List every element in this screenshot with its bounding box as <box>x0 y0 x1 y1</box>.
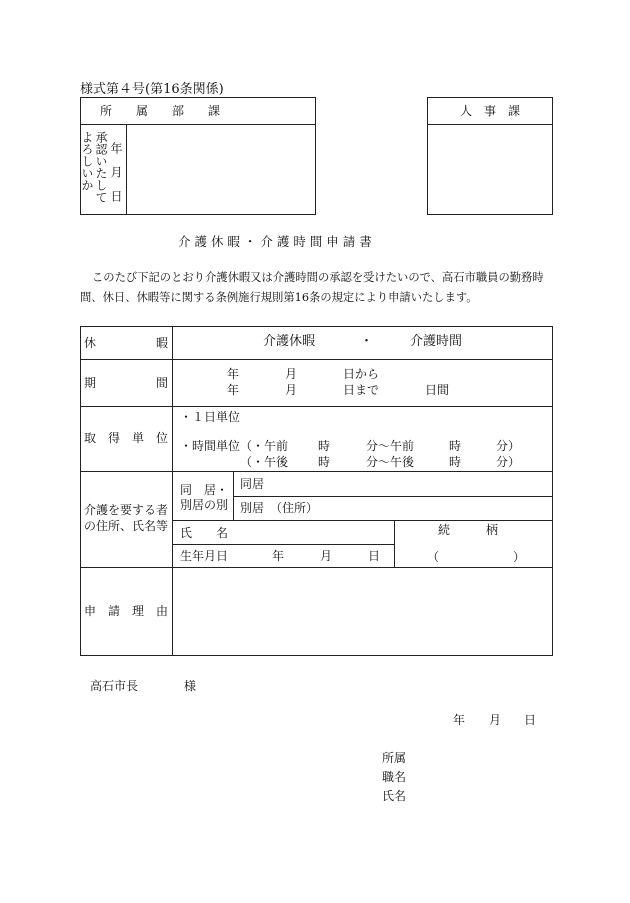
period-from-year[interactable]: 年 <box>227 367 240 381</box>
unit-am-end-hour[interactable]: 時 <box>449 439 462 453</box>
cohabitation-option-same[interactable]: 同居 <box>240 477 265 491</box>
date-month[interactable]: 月 <box>489 713 502 727</box>
approval-vertical-text-1: よろしいか <box>80 131 94 191</box>
period-from-day[interactable]: 日から <box>343 367 380 381</box>
form-number: 様式第４号(第16条関係) <box>80 82 224 97</box>
approval-vertical-date: 年 月 日 <box>109 142 123 202</box>
leave-label: 休 暇 <box>84 336 169 350</box>
applicant-dept[interactable]: 所属 <box>382 751 407 765</box>
leave-option-kaigo-jikan[interactable]: 介護時間 <box>410 334 463 349</box>
cohabitation-label-2: 別居の別 <box>180 498 229 512</box>
unit-pm-end-min[interactable]: 分） <box>496 455 521 469</box>
relation-close-paren: ） <box>513 550 526 564</box>
reason-label: 申 請 理 由 <box>84 604 169 618</box>
unit-pm-start-min[interactable]: 分～午後 <box>366 455 415 469</box>
unit-am-start-min[interactable]: 分～午前 <box>366 439 415 453</box>
unit-label: 取 得 単 位 <box>84 431 169 445</box>
unit-pm-option[interactable]: （・午後 <box>240 455 289 469</box>
period-to-year[interactable]: 年 <box>227 383 240 397</box>
dob-year[interactable]: 年 <box>272 549 285 563</box>
care-recipient-label-2: の住所、氏名等 <box>84 519 169 533</box>
cohabitation-option-separate[interactable]: 別居 （住所） <box>240 501 319 515</box>
relation-label: 続 柄 <box>438 523 499 537</box>
period-from-month[interactable]: 月 <box>285 367 298 381</box>
document-title: 介 護 休 暇 ・ 介 護 時 間 申 請 書 <box>178 234 372 249</box>
unit-am-start-hour[interactable]: 時 <box>318 439 331 453</box>
intro-paragraph: このたび下記のとおり介護休暇又は介護時間の承認を受けたいので、高石市職員の勤務時間、休日、休暇等に関する条例施行規則第16条の規定により申請いたします。 <box>80 271 544 304</box>
leave-option-separator: ・ <box>360 334 374 349</box>
addressee-name: 高石市長 <box>90 679 139 693</box>
period-to-day[interactable]: 日まで <box>343 383 380 397</box>
applicant-position[interactable]: 職名 <box>382 770 407 784</box>
period-to-month[interactable]: 月 <box>285 383 298 397</box>
addressee-suffix: 様 <box>184 679 197 693</box>
date-day[interactable]: 日 <box>524 713 537 727</box>
dob-month[interactable]: 月 <box>320 549 333 563</box>
approval-vertical-text-2: 承認いたして <box>94 131 108 203</box>
relation-open-paren: （ <box>427 550 440 564</box>
hr-label: 人 事 課 <box>460 104 521 118</box>
cohabitation-label-1: 同 居・ <box>180 483 229 497</box>
dob-label: 生年月日 <box>180 549 229 563</box>
unit-day-option[interactable]: ・１日単位 <box>180 410 241 424</box>
dept-label: 所 属 部 課 <box>100 104 221 118</box>
dob-day[interactable]: 日 <box>368 549 381 563</box>
unit-pm-end-hour[interactable]: 時 <box>449 455 462 469</box>
leave-option-kaigo-kyuka[interactable]: 介護休暇 <box>263 334 316 349</box>
unit-am-end-min[interactable]: 分） <box>496 439 521 453</box>
period-days[interactable]: 日間 <box>425 383 450 397</box>
period-label: 期 間 <box>84 376 169 390</box>
recipient-name-label: 氏 名 <box>180 526 229 540</box>
date-year[interactable]: 年 <box>453 713 466 727</box>
reason-field[interactable] <box>174 569 551 654</box>
applicant-name[interactable]: 氏名 <box>382 789 407 803</box>
care-recipient-label-1: 介護を要する者 <box>84 503 169 517</box>
unit-time-option[interactable]: ・時間単位（・午前 <box>180 439 289 453</box>
unit-pm-start-hour[interactable]: 時 <box>318 455 331 469</box>
